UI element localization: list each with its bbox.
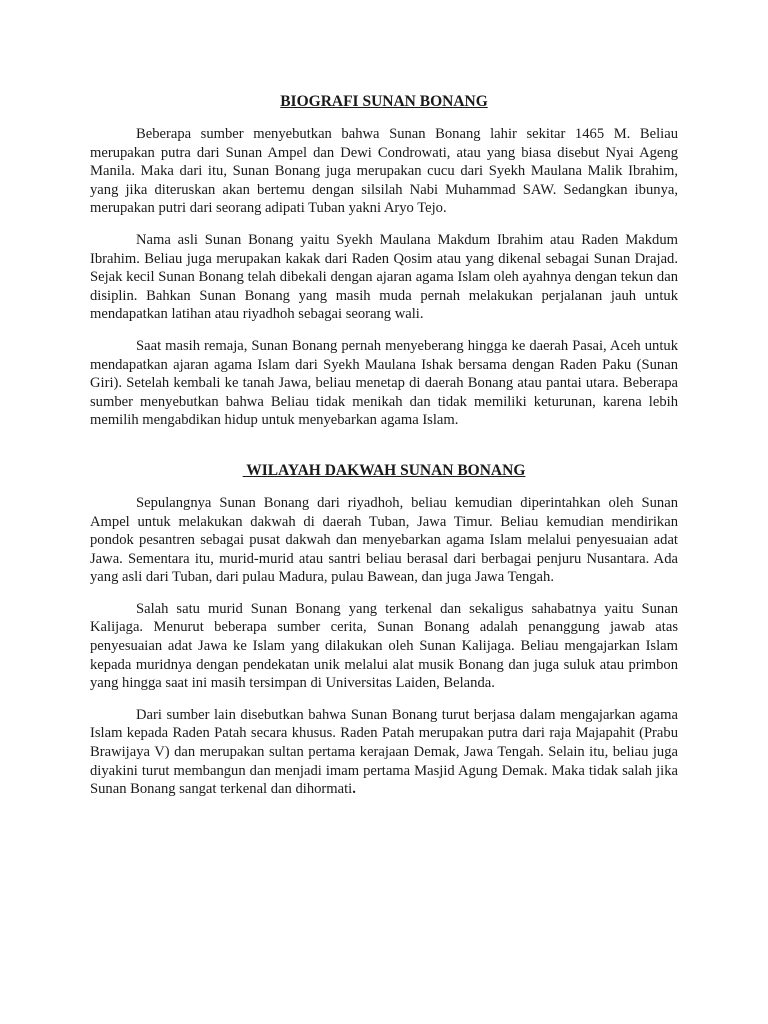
paragraph: Salah satu murid Sunan Bonang yang terkenal dan sekaligus sahabatnya yaitu Sunan Kalijaga. Menurut beberapa sumber cerita, Sunan Bonang adalah penanggung jawab atas penyesuaian adat Jawa ke Islam yang dilakukan oleh Sunan Kalijaga. Beliau mengajarkan Islam kepada muridnya dengan pendekatan unik melalui alat musik Bonang dan juga suluk atau primbon yang hingga saat ini masih tersimpan di Universitas Laiden, Belanda. xyxy=(90,600,678,692)
section-wilayah-dakwah xyxy=(90,461,678,799)
paragraph: Saat masih remaja, Sunan Bonang pernah menyeberang hingga ke daerah Pasai, Aceh untuk mendapatkan ajaran agama Islam dari Syekh Maulana Ishak bersama dengan Raden Paku (Sunan Giri). Setelah kembali ke tanah Jawa, beliau menetap di daerah Bonang atau pantai utara. Beberapa sumber menyebutkan bahwa Beliau tidak menikah dan tidak memiliki keturunan, karena lebih memilih mengabdikan hidup untuk menyebarkan agama Islam. xyxy=(90,337,678,429)
section-heading-wilayah-dakwah: WILAYAH DAKWAH SUNAN BONANG xyxy=(242,461,526,479)
paragraph: Sepulangnya Sunan Bonang dari riyadhoh, beliau kemudian diperintahkan oleh Sunan Ampel untuk melakukan dakwah di daerah Tuban, Jawa Timur. Beliau kemudian mendirikan pondok pesantren sebagai pusat dakwah dan menyebarkan agama Islam melalui penyesuaian adat Jawa. Sementara itu, murid-murid atau santri beliau berasal dari berbagai penjuru Nusantara. Ada yang asli dari Tuban, dari pulau Madura, pulau Bawean, dan juga Jawa Tengah. xyxy=(90,494,678,586)
section-heading-biografi: BIOGRAFI SUNAN BONANG xyxy=(280,93,488,110)
paragraph: Beberapa sumber menyebutkan bahwa Sunan Bonang lahir sekitar 1465 M. Beliau merupakan putra dari Sunan Ampel dan Dewi Condrowati, atau yang biasa disebut Nyai Ageng Manila. Maka dari itu, Sunan Bonang juga merupakan cucu dari Syekh Maulana Malik Ibrahim, yang jika diteruskan akan bertemu dengan silsilah Nabi Muhammad SAW. Sedangkan ibunya, merupakan putri dari seorang adipati Tuban yakni Aryo Tejo. xyxy=(90,126,678,217)
paragraph-last xyxy=(90,706,678,799)
document-page xyxy=(90,92,678,812)
paragraph-end-mark: . xyxy=(352,781,356,798)
paragraph-text: Dari sumber lain disebutkan bahwa Sunan Bonang turut berjasa dalam mengajarkan agama Islam kepada Raden Patah secara khusus. Raden Patah merupakan putra dari raja Majapahit (Prabu Brawijaya V) dan merupakan sultan pertama kerajaan Demak, Jawa Tengah. Selain itu, beliau juga diyakini turut membangun dan menjadi imam pertama Masjid Agung Demak. Maka tidak salah jika Sunan Bonang sangat terkenal dan dihormati xyxy=(90,706,678,798)
section-biografi xyxy=(90,92,678,430)
paragraph: Nama asli Sunan Bonang yaitu Syekh Maulana Makdum Ibrahim atau Raden Makdum Ibrahim. Beliau juga merupakan kakak dari Raden Qosim atau yang dikenal sebagai Sunan Drajad. Sejak kecil Sunan Bonang telah dibekali dengan ajaran agama Islam oleh ayahnya dengan tekun dan disiplin. Bahkan Sunan Bonang yang masih muda pernah melakukan perjalanan jauh untuk mendapatkan latihan atau riyadhoh sebagai seorang wali. xyxy=(90,231,678,323)
